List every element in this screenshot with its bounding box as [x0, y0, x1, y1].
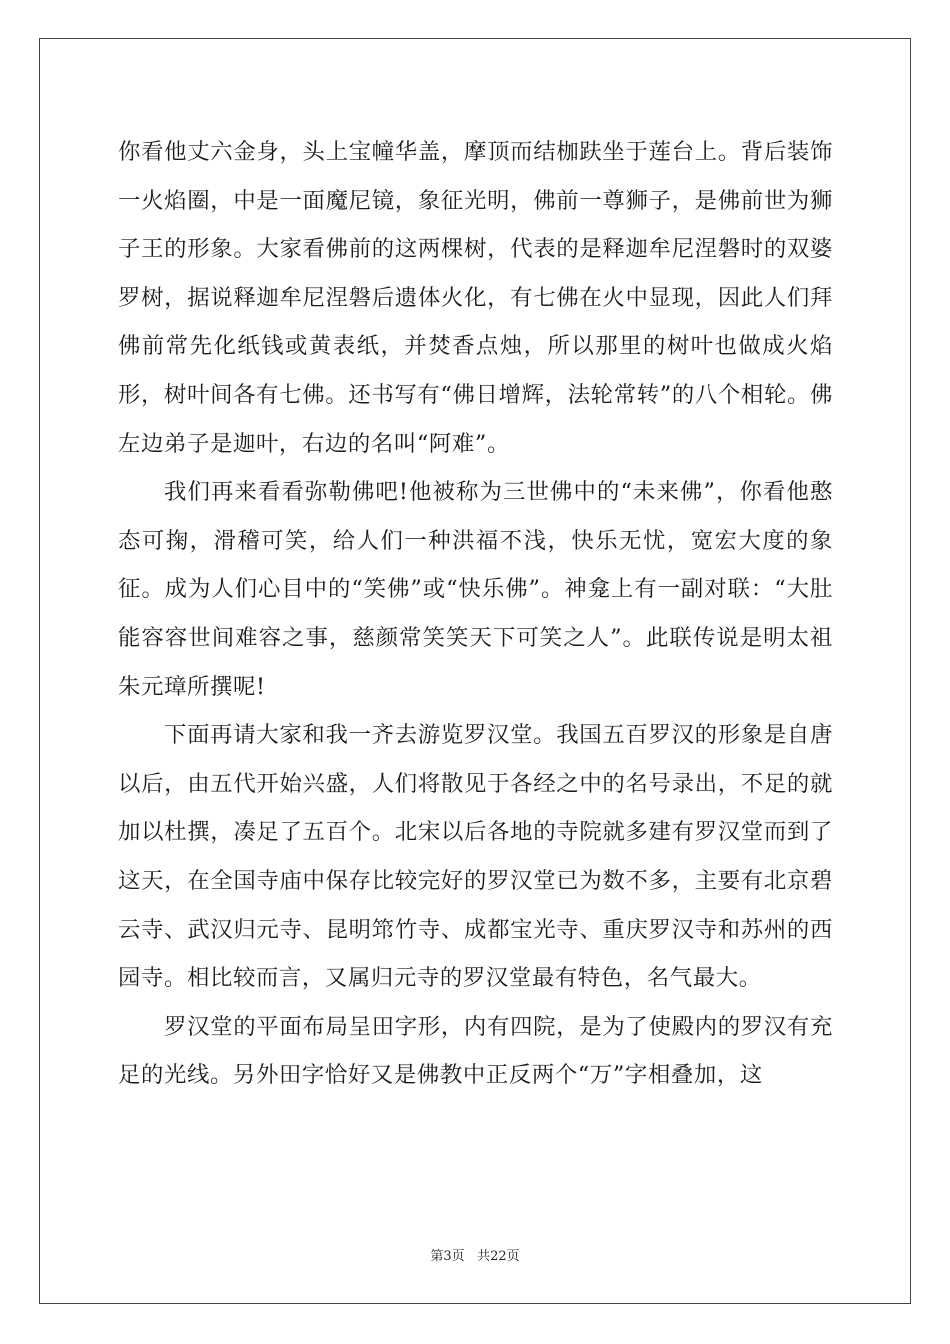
paragraph-4: 罗汉堂的平面布局呈田字形，内有四院，是为了使殿内的罗汉有充足的光线。另外田字恰好又是佛教中正反两个“万”字相叠加，这 — [118, 1013, 833, 1089]
page-number: 第3页 — [430, 1249, 465, 1264]
paragraph-3: 下面再请大家和我一齐去游览罗汉堂。我国五百罗汉的形象是自唐以后，由五代开始兴盛，人们将散见于各经之中的名号录出，不足的就加以杜撰，凑足了五百个。北宋以后各地的寺院就多建有罗汉堂而到了这天，在全国寺庙中保存比较完好的罗汉堂已为数不多，主要有北京碧云寺、武汉归元寺、昆明筇竹寺、成都宝光寺、重庆罗汉寺和苏州的西园寺。相比较而言，又属归元寺的罗汉堂最有特色，名气最大。 — [118, 722, 833, 992]
paragraph-1: 你看他丈六金身，头上宝幢华盖，摩顶而结枷趺坐于莲台上。背后装饰一火焰圈，中是一面魔尼镜，象征光明，佛前一尊狮子，是佛前世为狮子王的形象。大家看佛前的这两棵树，代表的是释迦牟尼涅磐时的双婆罗树，据说释迦牟尼涅磐后遗体火化，有七佛在火中显现，因此人们拜佛前常先化纸钱或黄表纸，并焚香点烛，所以那里的树叶也做成火焰形，树叶间各有七佛。还书写有“佛日增辉，法轮常转”的八个相轮。佛左边弟子是迦叶，右边的名叫“阿难”。 — [118, 139, 833, 457]
paragraph-2: 我们再来看看弥勒佛吧!他被称为三世佛中的“未来佛”，你看他憨态可掬，滑稽可笑，给人们一种洪福不浅，快乐无忧，宽宏大度的象征。成为人们心目中的“笑佛”或“快乐佛”。神龛上有一副对联：“大肚能容容世间难容之事，慈颜常笑笑天下可笑之人”。此联传说是明太祖朱元璋所撰呢! — [118, 479, 833, 700]
document-body — [118, 128, 833, 1100]
page-total: 共22页 — [477, 1249, 520, 1264]
page-footer — [0, 1245, 950, 1264]
